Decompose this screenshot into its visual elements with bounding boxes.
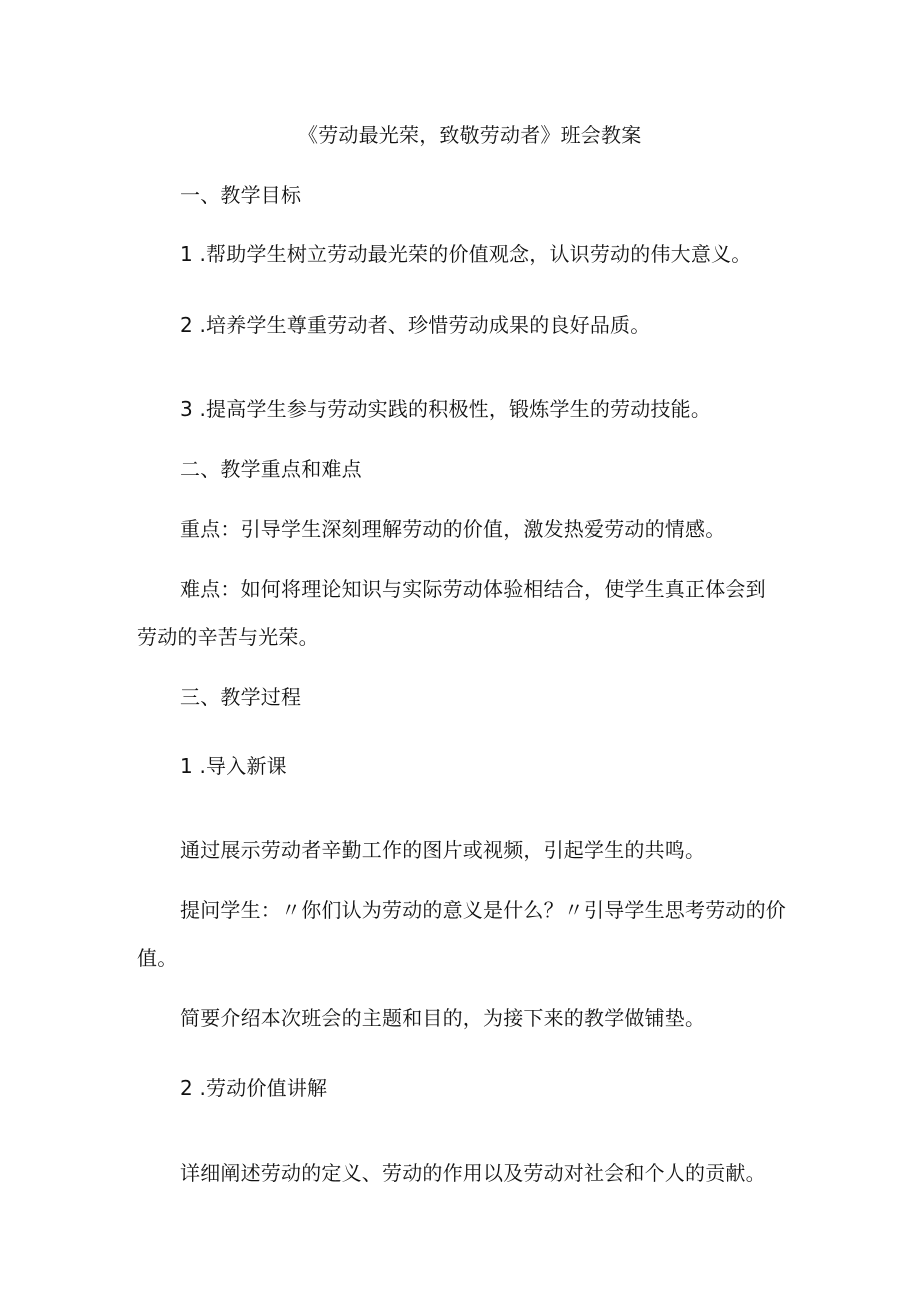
- step1-paragraph-3: 简要介绍本次班会的主题和目的，为接下来的教学做铺垫。: [180, 1006, 706, 1030]
- step-heading-2: 2 .劳动价值讲解: [180, 1076, 328, 1100]
- step1-paragraph-2-line-1: 提问学生：〃你们认为劳动的意义是什么？〃引导学生思考劳动的价: [180, 898, 786, 922]
- difficulty-text-line-1: 难点：如何将理论知识与实际劳动体验相结合，使学生真正体会到: [180, 577, 766, 601]
- document-title: 《劳动最光荣，致敬劳动者》班会教案: [298, 123, 642, 147]
- step2-paragraph-1: 详细阐述劳动的定义、劳动的作用以及劳动对社会和个人的贡献。: [180, 1161, 766, 1185]
- section-heading-objectives: 一、教学目标: [180, 183, 302, 207]
- objective-item-3: 3 .提高学生参与劳动实践的积极性，锻炼学生的劳动技能。: [180, 397, 712, 421]
- step-heading-1: 1 .导入新课: [180, 754, 287, 778]
- step1-paragraph-1: 通过展示劳动者辛勤工作的图片或视频，引起学生的共鸣。: [180, 838, 706, 862]
- section-heading-process: 三、教学过程: [180, 685, 302, 709]
- section-heading-key-points: 二、教学重点和难点: [180, 457, 362, 481]
- key-point-text: 重点：引导学生深刻理解劳动的价值，激发热爱劳动的情感。: [180, 517, 726, 541]
- objective-item-1: 1 .帮助学生树立劳动最光荣的价值观念，认识劳动的伟大意义。: [180, 242, 752, 266]
- objective-item-2: 2 .培养学生尊重劳动者、珍惜劳动成果的良好品质。: [180, 313, 651, 337]
- step1-paragraph-2-line-2: 值。: [137, 946, 178, 970]
- difficulty-text-line-2: 劳动的辛苦与光荣。: [137, 625, 319, 649]
